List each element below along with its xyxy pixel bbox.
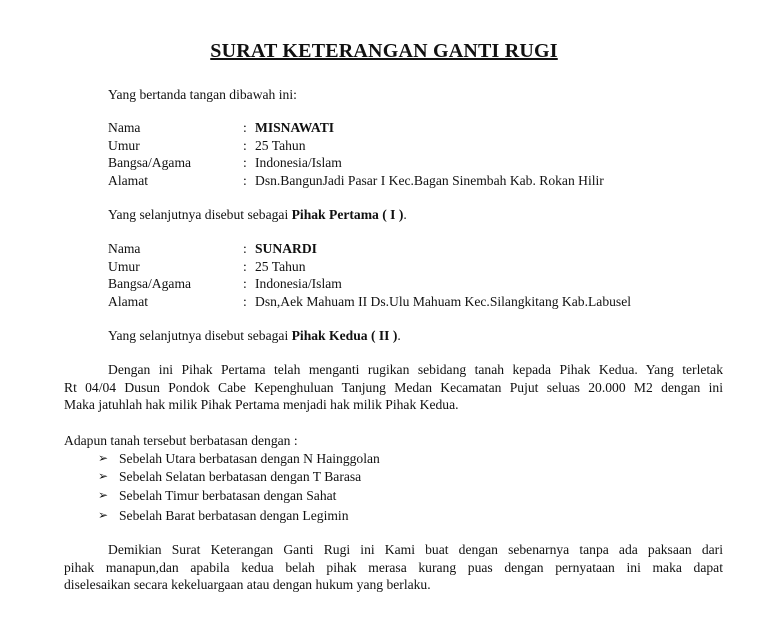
party2-age-row — [0, 258, 768, 275]
arrow-bullet-icon: ➢ — [98, 451, 109, 465]
party2-nationality-label: Bangsa/Agama — [108, 276, 192, 291]
party2-designation — [108, 327, 401, 344]
paragraph-line: pihak manapun,dan apabila kedua belah pihak merasa kurang puas dengan pernyataan ini maka dapat — [64, 559, 723, 575]
boundary-north: Sebelah Utara berbatasan dengan N Hainggolan — [119, 451, 380, 466]
party2-address-value: Dsn,Aek Mahuam II Ds.Ulu Mahuam Kec.Silangkitang Kab.Labusel — [255, 294, 632, 309]
list-item — [0, 468, 768, 485]
party1-address-value: Dsn.BangunJadi Pasar I Kec.Bagan Sinembah Kab. Rokan Hilir — [255, 173, 604, 188]
colon: : — [243, 259, 247, 274]
paragraph-line: Demikian Surat Keterangan Ganti Rugi ini Kami buat dengan sebenarnya tanpa ada paksaan dari — [108, 542, 723, 557]
designation-suffix: . — [397, 328, 401, 343]
boundaries-intro: Adapun tanah tersebut berbatasan dengan : — [64, 433, 298, 448]
party1-designation — [108, 206, 407, 223]
party1-name-row — [0, 119, 768, 136]
designation-party2: Pihak Kedua ( II ) — [291, 328, 398, 343]
designation-prefix: Yang selanjutnya disebut sebagai — [108, 207, 292, 222]
list-item — [0, 487, 768, 504]
list-item — [0, 450, 768, 467]
designation-suffix: . — [403, 207, 407, 222]
party1-name-label: Nama — [108, 120, 141, 135]
boundary-east: Sebelah Timur berbatasan dengan Sahat — [119, 488, 337, 503]
party2-nationality-row — [0, 275, 768, 292]
party2-name-value: SUNARDI — [255, 241, 317, 256]
party1-nationality-label: Bangsa/Agama — [108, 155, 192, 170]
intro-text: Yang bertanda tangan dibawah ini: — [108, 87, 297, 102]
party1-age-label: Umur — [108, 138, 140, 153]
party2-address-label: Alamat — [108, 294, 149, 309]
party1-age-row — [0, 137, 768, 154]
colon: : — [243, 276, 247, 291]
colon: : — [243, 173, 247, 188]
party2-name-row — [0, 240, 768, 257]
designation-party1: Pihak Pertama ( I ) — [291, 207, 404, 222]
paragraph-line: Rt 04/04 Dusun Pondok Cabe Kepenghuluan Tanjung Medan Kecamatan Pujut seluas 20.000 M2 dengan ini — [64, 379, 723, 395]
party2-address-row — [0, 293, 768, 310]
paragraph-line: Maka jatuhlah hak milik Pihak Pertama menjadi hak milik Pihak Kedua. — [64, 397, 459, 413]
party1-address-row — [0, 172, 768, 189]
arrow-bullet-icon: ➢ — [98, 488, 109, 502]
party1-age-value: 25 Tahun — [255, 138, 306, 153]
party1-nationality-value: Indonesia/Islam — [255, 155, 342, 170]
paragraph-line: Dengan ini Pihak Pertama telah menganti rugikan sebidang tanah kepada Pihak Kedua. Yang terletak — [108, 362, 723, 377]
list-item — [0, 507, 768, 524]
compensation-paragraph — [64, 361, 723, 414]
arrow-bullet-icon: ➢ — [98, 508, 109, 522]
colon: : — [243, 120, 247, 135]
boundary-south: Sebelah Selatan berbatasan dengan T Barasa — [119, 469, 362, 484]
party2-age-label: Umur — [108, 259, 140, 274]
designation-prefix: Yang selanjutnya disebut sebagai — [108, 328, 292, 343]
party1-address-label: Alamat — [108, 173, 149, 188]
arrow-bullet-icon: ➢ — [98, 469, 109, 483]
paragraph-line: diselesaikan secara kekeluargaan atau dengan hukum yang berlaku. — [64, 577, 431, 593]
colon: : — [243, 241, 247, 256]
party2-nationality-value: Indonesia/Islam — [255, 276, 342, 291]
closing-paragraph — [64, 541, 723, 594]
document-title: SURAT KETERANGAN GANTI RUGI — [210, 40, 558, 62]
colon: : — [243, 155, 247, 170]
colon: : — [243, 294, 247, 309]
party2-name-label: Nama — [108, 241, 141, 256]
colon: : — [243, 138, 247, 153]
party1-name-value: MISNAWATI — [255, 120, 335, 135]
party1-nationality-row — [0, 154, 768, 171]
party2-age-value: 25 Tahun — [255, 259, 306, 274]
boundary-west: Sebelah Barat berbatasan dengan Legimin — [119, 508, 349, 523]
